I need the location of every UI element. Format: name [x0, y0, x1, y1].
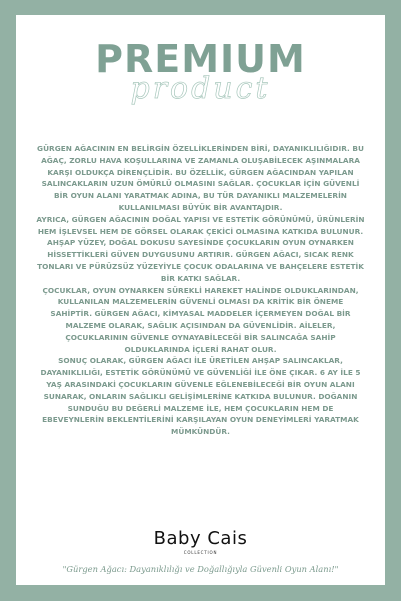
paragraph-safety: ÇOCUKLAR, OYUN OYNARKEN SÜREKLİ HAREKET HALİNDE OLDUKLARINDAN, KULLANILAN MALZEMELERİN GÜVENLİ OLMASI DA KRİTİK BİR ÖNEME SAHİPTİR. GÜRGEN AĞACI, KİMYASAL MADDELER İÇERMEYEN DOĞAL BİR MALZEME OLARAK, SAĞLIK AÇISINDAN DA GÜVENLİDİR. AİLELER, ÇOCUKLARININ GÜVENLE OYNAYABİLECEĞİ BİR SALINCAĞA SAHİP OLDUKLARINDA İÇLERİ RAHAT OLUR. — [42, 285, 359, 354]
paragraph-aesthetics: AYRICA, GÜRGEN AĞACININ DOĞAL YAPISI VE ESTETİK GÖRÜNÜMÜ, ÜRÜNLERİN HEM İŞLEVSEL HEM DE GÖRSEL OLARAK ÇEKİCİ OLMASINA KATKIDA BULUNUR. AHŞAP YÜZEY, DOĞAL DOKUSU SAYESİNDE ÇOCUKLARIN OYUN OYNARKEN HİSSETTİKLERİ GÜVEN DUYGUSUNU ARTIRIR. GÜRGEN AĞACI, SICAK RENK TONLARI VE PÜRÜZSÜZ YÜZEYİYLE ÇOCUK ODALARINA VE BAHÇELERE ESTETİK BİR KATKI SAĞLAR. — [36, 214, 365, 283]
paragraph-conclusion: SONUÇ OLARAK, GÜRGEN AĞACI İLE ÜRETİLEN AHŞAP SALINCAKLAR, DAYANIKLILIĞI, ESTETİK GÖRÜNÜMÜ VE GÜVENLİĞİ İLE ÖNE ÇIKAR. 6 AY İLE 5 YAŞ ARASINDAKİ ÇOCUKLARIN GÜVENLE EĞLENEBİLECEĞİ BİR OYUN ALANI SUNARAK, ONLARIN SAĞLIKLI GELİŞİMLERİNE KATKIDA BULUNUR. DOĞANIN SUNDUĞU BU DEĞERLİ MALZEME İLE, HEM ÇOCUKLARIN HEM DE EBEVEYNLERİN BEKLENTİLERİNİ KARŞILAYAN OYUN DENEYİMLERİ YARATMAK MÜMKÜNDÜR. — [40, 356, 361, 437]
slogan-quote: "Gürgen Ağacı: Dayanıklılığı ve Doğallığıyla Güvenli Oyun Alanı!" — [62, 564, 339, 574]
page-subtitle: product — [130, 71, 271, 106]
description-text — [36, 143, 365, 438]
content-card — [16, 15, 385, 585]
brand-tagline: COLLECTION — [183, 550, 218, 555]
paragraph-durability: GÜRGEN AĞACININ EN BELİRGİN ÖZELLİKLERİNDEN BİRİ, DAYANIKLILIĞIDIR. BU AĞAÇ, ZORLU HAVA KOŞULLARINA VE ZAMANLA OLUŞABİLECEK AŞINMALARA KARŞI OLDUKÇA DİRENÇLİDİR. BU ÖZELLİK, GÜRGEN AĞACINDAN YAPILAN SALINCAKLARIN UZUN ÖMÜRLÜ OLMASINI SAĞLAR. ÇOCUKLAR İÇİN GÜVENLİ BİR OYUN ALANI YARATMAK ADINA, BU TÜR DAYANIKLI MALZEMELERİN KULLANILMASI BÜYÜK BİR AVANTAJDIR. — [37, 144, 364, 212]
brand-logo: Baby Cais — [153, 528, 248, 549]
page-title: PREMIUM — [95, 37, 306, 81]
